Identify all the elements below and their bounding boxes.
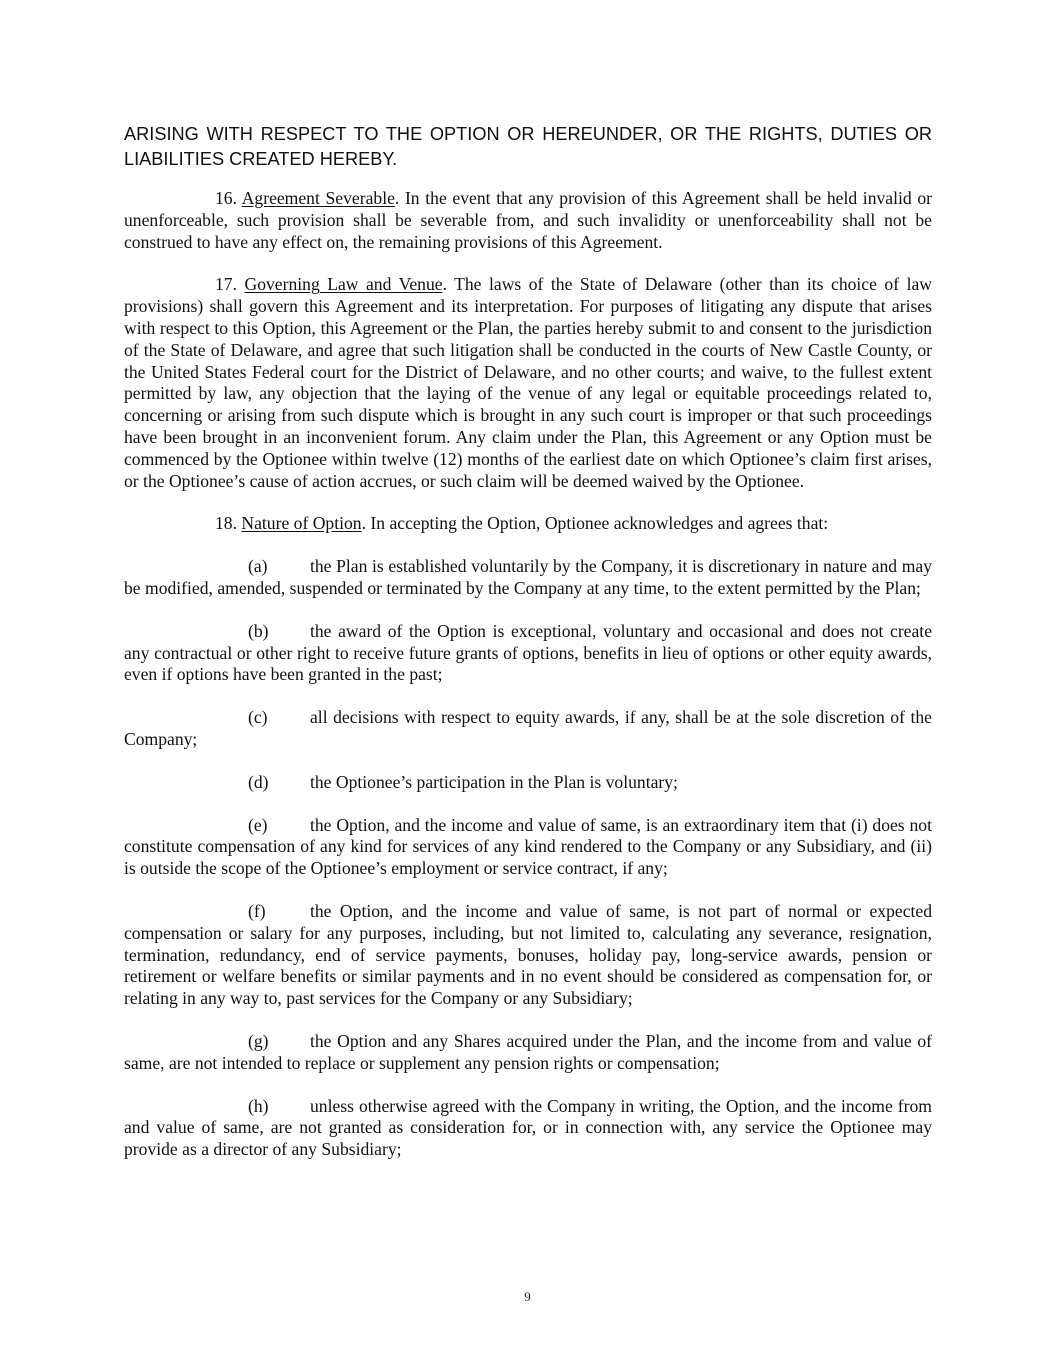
section-16-heading: Agreement Severable [241, 188, 395, 208]
list-item [124, 815, 932, 880]
list-item [124, 1096, 932, 1161]
item-label: (c) [248, 707, 268, 728]
section-18-body: . In accepting the Option, Optionee acknowledges and agrees that: [361, 513, 829, 534]
item-text: the Optionee’s participation in the Plan is voluntary; [310, 771, 678, 792]
item-label: (g) [248, 1030, 269, 1051]
section-18-number: 18. [215, 513, 237, 534]
list-item [124, 901, 932, 1010]
section-16 [124, 188, 932, 253]
continued-paragraph-caps: ARISING WITH RESPECT TO THE OPTION OR HEREUNDER, OR THE RIGHTS, DUTIES OR LIABILITIES CREATED HEREBY. [124, 124, 932, 169]
item-text: all decisions with respect to equity awards, if any, shall be at the sole discretion of the Company; [124, 707, 932, 749]
item-label: (h) [248, 1095, 269, 1116]
item-label: (b) [248, 620, 269, 641]
list-item [124, 556, 932, 600]
list-item [124, 1031, 932, 1075]
section-18-heading: Nature of Option [241, 513, 362, 534]
list-item [124, 621, 932, 686]
section-18 [124, 513, 932, 535]
section-17-heading: Governing Law and Venue [244, 274, 443, 295]
section-17-number: 17. [215, 274, 237, 295]
document-page [124, 122, 932, 1182]
item-text: unless otherwise agreed with the Company in writing, the Option, and the income from and value of same, are not granted as consideration for, or in connection with, any service the Optionee may provide as a director of any Subsidiary; [124, 1095, 932, 1160]
item-text: the award of the Option is exceptional, voluntary and occasional and does not create any contractual or other right to receive future grants of options, benefits in lieu of options or other equity awards, even if options have been granted in the past; [124, 620, 932, 685]
item-text: the Option, and the income and value of same, is not part of normal or expected compensation or salary for any purposes, including, but not limited to, calculating any severance, resignation, termination, redundancy, end of service payments, bonuses, holiday pay, long-service awards, pension or retirement or welfare benefits or similar payments and in no event should be considered as compensation for, or relating in any way to, past services for the Company or any Subsidiary; [124, 900, 932, 1009]
item-label: (f) [248, 900, 266, 921]
section-17 [124, 274, 932, 492]
item-text: the Option, and the income and value of same, is an extraordinary item that (i) does not constitute compensation of any kind for services of any kind rendered to the Company or any Subsidiary, and (ii) is outside the scope of the Optionee’s employment or service contract, if any; [124, 814, 932, 879]
section-17-body: . The laws of the State of Delaware (other than its choice of law provisions) shall govern this Agreement and its interpretation. For purposes of litigating any dispute that arises with respect to this Option, this Agreement or the Plan, the parties hereby submit to and consent to the jurisdiction of the State of Delaware, and agree that such litigation shall be conducted in the courts of New Castle County, or the United States Federal court for the District of Delaware, and no other courts; and waive, to the fullest extent permitted by law, any objection that the laying of the venue of any legal or equitable proceedings related to, concerning or arising from such dispute which is brought in any such court is improper or that such proceedings have been brought in an inconvenient forum. Any claim under the Plan, this Agreement or any Option must be commenced by the Optionee within twelve (12) months of the earliest date on which Optionee’s claim first arises, or the Optionee’s cause of action accrues, or such claim will be deemed waived by the Optionee. [124, 274, 932, 491]
item-label: (a) [248, 556, 268, 577]
section-16-body: . In the event that any provision of this Agreement shall be held invalid or unenforceable, such provision shall be severable from, and such invalidity or unenforceability shall not be construed to have any effect on, the remaining provisions of this Agreement. [124, 188, 932, 252]
item-text: the Option and any Shares acquired under the Plan, and the income from and value of same, are not intended to replace or supplement any pension rights or compensation; [124, 1030, 932, 1073]
section-16-number: 16. [215, 188, 237, 208]
item-text: the Plan is established voluntarily by the Company, it is discretionary in nature and may be modified, amended, suspended or terminated by the Company at any time, to the extent permitted by the Plan; [124, 556, 932, 598]
list-item [124, 772, 932, 794]
page-number: 9 [524, 1289, 531, 1304]
list-item [124, 707, 932, 751]
item-label: (e) [248, 814, 268, 835]
item-label: (d) [248, 771, 269, 792]
